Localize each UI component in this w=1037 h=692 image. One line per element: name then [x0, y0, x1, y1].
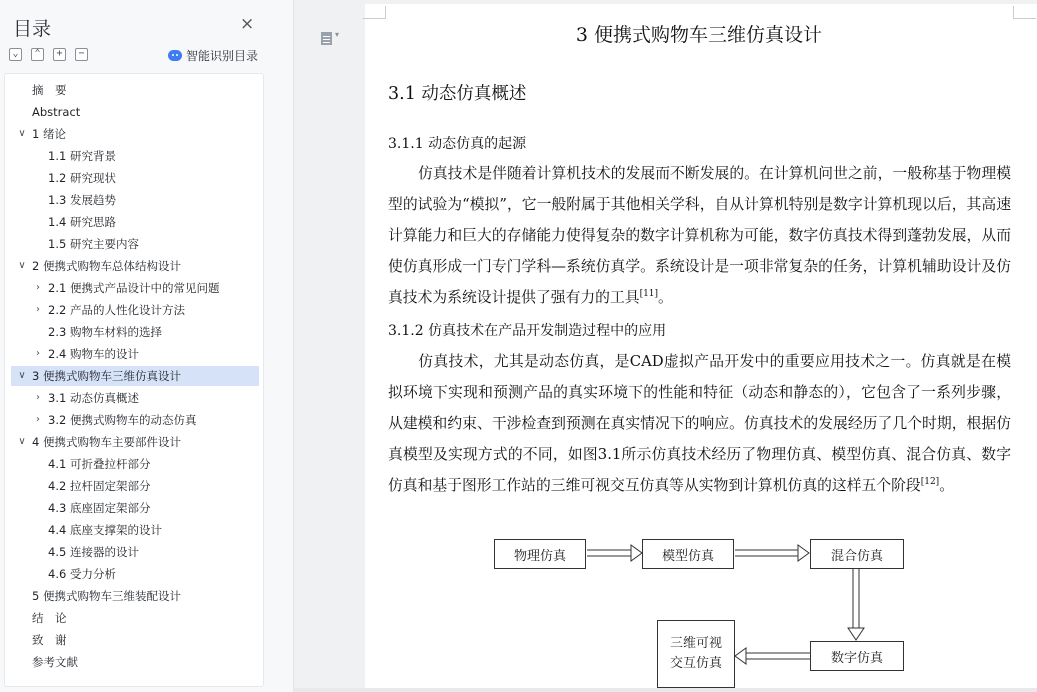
toc-item-label: 2.4 购物车的设计	[48, 347, 139, 361]
subsection-title-1: 3.1.1 动态仿真的起源	[388, 136, 527, 152]
toc-item-label: 2.3 购物车材料的选择	[48, 325, 162, 339]
toc-item-label: 摘 要	[32, 83, 67, 97]
paragraph-1-text: 仿真技术是伴随着计算机技术的发展而不断发展的。在计算机问世之前，一般称基于物理模型的试验为“模拟”，它一般附属于其他相关学科，自从计算机特别是数字计算机现以后，其高速计算能力和巨大的存储能力使得复杂的数字计算机称为可能，数字仿真技术得到蓬勃发展，从而使仿真形成一门专门学科—系统仿真学。系统设计是一项非常复杂的任务，计算机辅助设计及仿真技术为系统设计提供了强有力的工具	[388, 165, 1011, 306]
toc-item-label: 1.4 研究思路	[48, 215, 116, 229]
chevron-right-icon[interactable]: ›	[36, 414, 40, 425]
section-title: 3.1 动态仿真概述	[388, 84, 527, 104]
smart-recognize-label: 智能识别目录	[186, 49, 259, 63]
toc-item-label: 4.2 拉杆固定架部分	[48, 479, 151, 493]
chevron-right-icon[interactable]: ›	[36, 392, 40, 403]
toc-item-label: 5 便携式购物车三维装配设计	[32, 589, 181, 603]
node-digital-simulation: 数字仿真	[810, 641, 904, 671]
toc-item-label: 结 论	[32, 611, 67, 625]
chevron-down-icon[interactable]: ∨	[18, 260, 26, 271]
node-hybrid-simulation: 混合仿真	[810, 539, 904, 569]
expand-all-icon[interactable]: ⌃	[31, 48, 44, 61]
toc-item-label: 1.5 研究主要内容	[48, 237, 139, 251]
toc-item-label: 2.1 便携式产品设计中的常见问题	[48, 281, 220, 295]
sidebar-title: 目录	[13, 18, 52, 40]
chevron-down-icon[interactable]: ∨	[18, 128, 26, 139]
node-physical-simulation: 物理仿真	[494, 539, 586, 569]
chevron-down-icon[interactable]: ∨	[18, 370, 26, 381]
toc-item-label: 4.3 底座固定架部分	[48, 501, 151, 515]
chapter-title: 3 便携式购物车三维仿真设计	[575, 24, 823, 46]
toc-item-label: 4 便携式购物车主要部件设计	[32, 435, 181, 449]
toc-item-label: 4.5 连接器的设计	[48, 545, 139, 559]
paragraph-2-text: 仿真技术，尤其是动态仿真，是CAD虚拟产品开发中的重要应用技术之一。仿真就是在模拟环境下实现和预测产品的真实环境下的性能和特征（动态和静态的），它包含了一系列步骤，从建模和约束、干涉检查到预测在真实情况下的响应。仿真技术的发展经历了几个时期，根据仿真模型及实现方式的不同，如图3.1所示仿真技术经历了物理仿真、模型仿真、混合仿真、数字仿真和基于图形工作站的三维可视交互仿真等从实物到计算机仿真的这样五个阶段	[388, 353, 1011, 494]
chevron-right-icon[interactable]: ›	[36, 282, 40, 293]
dropdown-arrow-icon: ▾	[335, 30, 340, 39]
toc-item-label: 1.3 发展趋势	[48, 193, 116, 207]
toc-item-label: 致 谢	[32, 633, 67, 647]
toc-item-label: 2 便携式购物车总体结构设计	[32, 259, 181, 273]
toc-item-label: 1.1 研究背景	[48, 149, 116, 163]
toc-item-label: 3 便携式购物车三维仿真设计	[32, 369, 181, 383]
toc-item-label: 参考文献	[32, 655, 78, 669]
horizontal-scrollbar[interactable]	[293, 688, 1037, 692]
citation-12[interactable]: [12]	[920, 477, 940, 488]
add-heading-icon[interactable]: +	[53, 48, 66, 61]
remove-heading-icon[interactable]: −	[75, 48, 88, 61]
toc-item-label: 4.1 可折叠拉杆部分	[48, 457, 151, 471]
chevron-right-icon[interactable]: ›	[36, 304, 40, 315]
toc-item-label: Abstract	[32, 105, 81, 119]
paragraph-2-end: 。	[939, 477, 954, 494]
subsection-title-2: 3.1.2 仿真技术在产品开发制造过程中的应用	[388, 323, 667, 339]
toc-item-label: 2.2 产品的人性化设计方法	[48, 303, 185, 317]
paragraph-1-end: 。	[658, 289, 673, 306]
chevron-right-icon[interactable]: ›	[36, 348, 40, 359]
toc-item-label: 1 绪论	[32, 127, 66, 141]
chevron-down-icon[interactable]: ∨	[18, 436, 26, 447]
toc-item-label: 1.2 研究现状	[48, 171, 116, 185]
toc-item-label: 3.1 动态仿真概述	[48, 391, 139, 405]
toc-item-label: 4.4 底座支撑架的设计	[48, 523, 162, 537]
node-3d-interactive-simulation: 三维可视交互仿真	[657, 620, 735, 688]
node-model-simulation: 模型仿真	[642, 539, 734, 569]
toc-item-label: 4.6 受力分析	[48, 567, 116, 581]
close-icon[interactable]: ×	[240, 14, 255, 34]
collapse-all-icon[interactable]: ⌄	[9, 48, 22, 61]
toc-item-label: 3.2 便携式购物车的动态仿真	[48, 413, 197, 427]
citation-11[interactable]: [11]	[639, 289, 659, 300]
